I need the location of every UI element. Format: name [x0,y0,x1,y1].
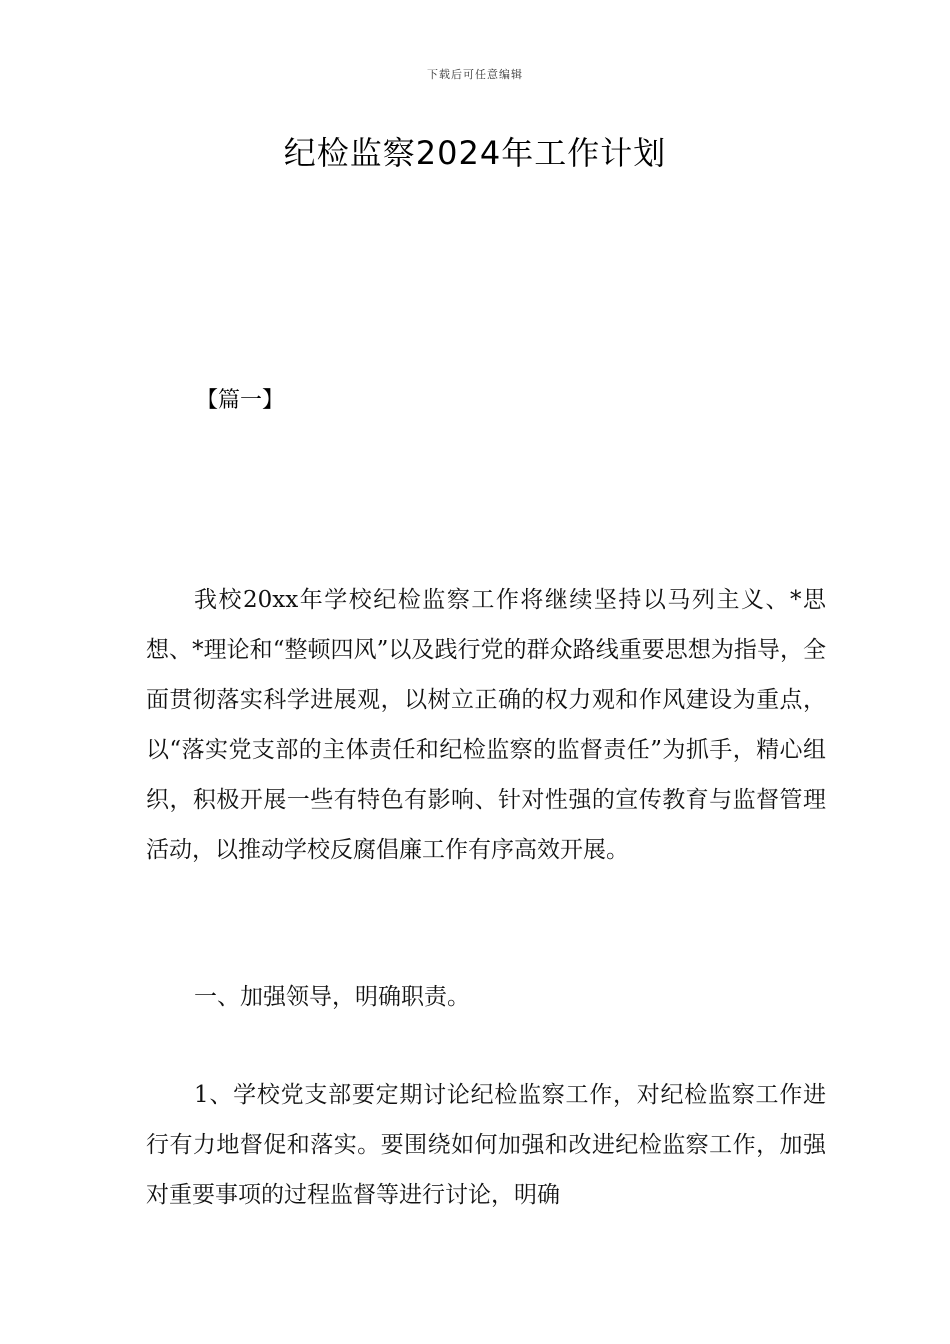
body-paragraph-intro: 我校20xx年学校纪检监察工作将继续坚持以马列主义、*思想、*理论和“整顿四风”以及践行党的群众路线重要思想为指导，全面贯彻落实科学进展观，以树立正确的权力观和作风建设为重点，以“落实党支部的主体责任和纪检监察的监督责任”为抓手，精心组织，积极开展一些有特色有影响、针对性强的宣传教育与监督管理活动，以推动学校反腐倡廉工作有序高效开展。 [146,587,826,863]
section-label: 【篇一】 [196,388,285,413]
body-paragraph-heading-1: 一、加强领导，明确职责。 [194,984,470,1010]
page-header-note: 下载后可任意编辑 [427,68,523,81]
body-paragraph-item-1: 1、学校党支部要定期讨论纪检监察工作，对纪检监察工作进行有力地督促和落实。要围绕如何加强和改进纪检监察工作，加强对重要事项的过程监督等进行讨论，明确 [146,1082,826,1208]
document-title: 纪检监察2024年工作计划 [283,134,667,172]
